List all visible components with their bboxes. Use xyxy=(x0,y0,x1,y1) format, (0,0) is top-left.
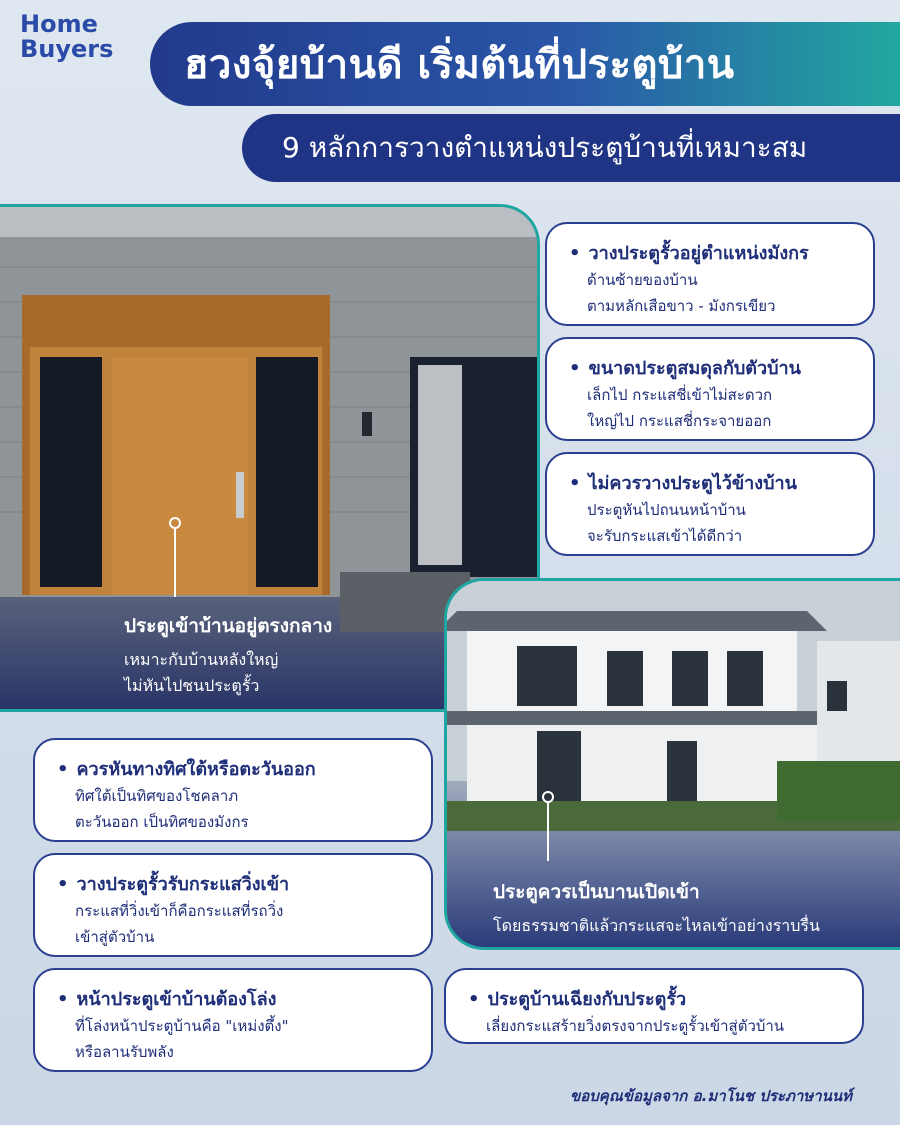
tip-line: จะรับกระแสเข้าได้ดีกว่า xyxy=(587,527,743,546)
tip-line: เลี่ยงกระแสร้ายวิ่งตรงจากประตูรั้วเข้าสู่ตัวบ้าน xyxy=(486,1017,785,1035)
tip-card xyxy=(444,968,864,1044)
tip-heading: • วางประตูรั้วอยู่ตำแหน่งมังกร xyxy=(569,238,855,267)
tip-line: ใหญ่ไป กระแสชี่กระจายออก xyxy=(587,412,772,431)
door-caption xyxy=(124,611,332,698)
tip-card xyxy=(545,452,875,556)
tip-line: เล็กไป กระแสชี่เข้าไม่สะดวก xyxy=(587,386,773,404)
tip-line: ทิศใต้เป็นทิศของโชคลาภ xyxy=(75,787,239,805)
tip-heading: • ไม่ควรวางประตูไว้ข้างบ้าน xyxy=(569,468,855,497)
tip-line: เข้าสู่ตัวบ้าน xyxy=(75,928,155,947)
source-credit: ขอบคุณข้อมูลจาก อ.มาโนช ประภาษานนท์ xyxy=(570,1087,852,1105)
tip-heading: • หน้าประตูเข้าบ้านต้องโล่ง xyxy=(57,984,413,1013)
tip-line: ตะวันออก เป็นทิศของมังกร xyxy=(75,813,249,832)
tip-card xyxy=(33,968,433,1072)
tip-card xyxy=(33,738,433,842)
tip-line: ประตูหันไปถนนหน้าบ้าน xyxy=(587,501,746,519)
page-subtitle xyxy=(242,114,900,182)
title-text: ฮวงจุ้ยบ้านดี เริ่มต้นที่ประตูบ้าน xyxy=(184,42,735,88)
tip-line: ตามหลักเสือขาว - มังกรเขียว xyxy=(587,297,776,316)
house-caption-line: โดยธรรมชาติแล้วกระแสจะไหลเข้าอย่างราบรื่น xyxy=(493,916,820,935)
tip-line: ที่โล่งหน้าประตูบ้านคือ "เหม่งตึ้ง" xyxy=(75,1017,289,1035)
door-caption-heading: ประตูเข้าบ้านอยู่ตรงกลาง xyxy=(124,615,333,637)
home-buyers-logo xyxy=(20,12,113,62)
house-pin-marker xyxy=(547,801,549,861)
tip-heading: • ควรหันทางทิศใต้หรือตะวันออก xyxy=(57,754,413,783)
tip-heading: • วางประตูรั้วรับกระแสวิ่งเข้า xyxy=(57,869,413,898)
tip-card xyxy=(33,853,433,957)
door-pin-marker xyxy=(174,527,176,597)
tip-card xyxy=(545,222,875,326)
tip-line: กระแสที่วิ่งเข้าก็คือกระแสที่รถวิ่ง xyxy=(75,902,284,920)
house-caption-heading: ประตูควรเป็นบานเปิดเข้า xyxy=(493,881,700,903)
tip-line: ด้านซ้ายของบ้าน xyxy=(587,271,698,289)
door-caption-line: ไม่หันไปชนประตูรั้ว xyxy=(124,675,260,695)
tip-card xyxy=(545,337,875,441)
house-exterior-photo xyxy=(444,578,900,950)
door-caption-line: เหมาะกับบ้านหลังใหญ่ xyxy=(124,650,279,669)
logo-line1: Home xyxy=(20,10,98,38)
subtitle-text: 9 หลักการวางตำแหน่งประตูบ้านที่เหมาะสม xyxy=(282,131,808,164)
tip-line: หรือลานรับพลัง xyxy=(75,1043,174,1062)
tip-heading: • ประตูบ้านเฉียงกับประตูรั้ว xyxy=(468,984,844,1013)
page-title xyxy=(150,22,900,106)
tip-heading: • ขนาดประตูสมดุลกับตัวบ้าน xyxy=(569,353,855,382)
logo-line2: Buyers xyxy=(20,35,114,64)
house-caption xyxy=(493,877,820,939)
